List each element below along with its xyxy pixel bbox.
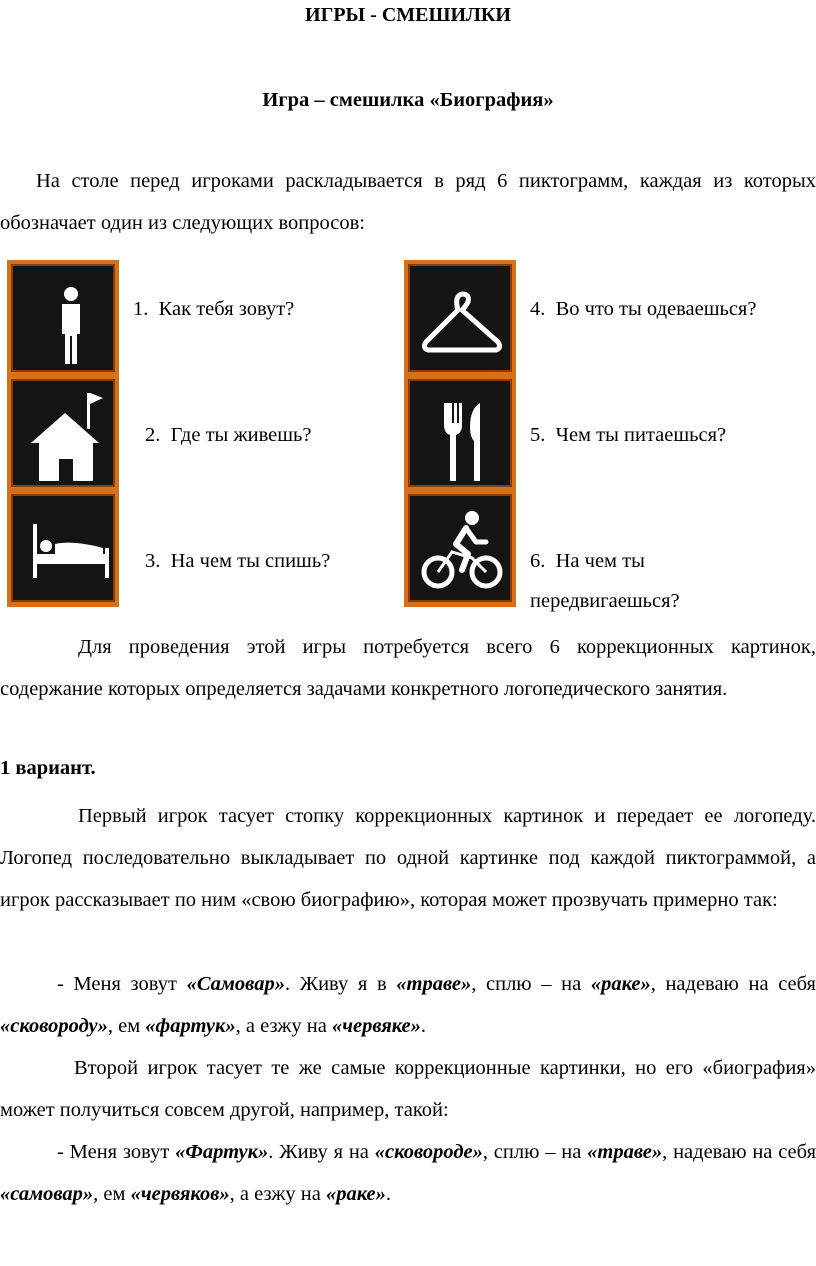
intro-paragraph: На столе перед игроками раскладывается в ряд 6 пиктограмм, каждая из которых обозначает один из следующих вопросов: <box>0 170 816 234</box>
pictogram-tile-6 <box>408 494 512 602</box>
pictogram-column-right <box>404 260 516 607</box>
second-player-paragraph: Второй игрок тасует те же самые коррекционные картинки, но его «биография» может получиться совсем другой, например, такой: <box>0 1057 816 1121</box>
question-5: 5. Чем ты питаешься? <box>530 424 727 446</box>
bed-icon <box>13 496 113 600</box>
example-biography-1: - Меня зовут «Самовар». Живу я в «траве», сплю – на «раке», надеваю на себя «сковороду», ем «фартук», а езжу на «червяке». <box>0 973 816 1037</box>
pictogram-column-left <box>7 260 119 607</box>
pictogram-tile-1 <box>11 264 115 372</box>
question-6: 6. На чем ты <box>530 550 645 572</box>
cards-paragraph: Для проведения этой игры потребуется всего 6 коррекционных картинок, содержание которых определяется задачами конкретного логопедического занятия. <box>0 636 816 700</box>
person-icon <box>13 266 113 370</box>
question-4: 4. Во что ты одеваешься? <box>530 298 757 320</box>
first-player-paragraph: Первый игрок тасует стопку коррекционных картинок и передает ее логопеду. Логопед последовательно выкладывает по одной картинке под каждой пиктограммой, а игрок рассказывает по ним «свою биографию», которая может прозвучать примерно так: <box>0 805 816 911</box>
question-2: 2. Где ты живешь? <box>145 424 312 446</box>
house-icon <box>13 381 113 485</box>
pictogram-tile-3 <box>11 494 115 602</box>
hanger-icon <box>410 266 510 370</box>
question-1: 1. Как тебя зовут? <box>133 298 295 320</box>
question-6-continued: передвигаешься? <box>530 590 680 612</box>
page-title: ИГРЫ - СМЕШИЛКИ <box>305 4 511 26</box>
fork-knife-icon <box>410 381 510 485</box>
cyclist-icon <box>410 496 510 600</box>
game-subtitle: Игра – смешилка «Биография» <box>262 89 554 111</box>
question-3: 3. На чем ты спишь? <box>145 550 331 572</box>
example-biography-2: - Меня зовут «Фартук». Живу я на «сковороде», сплю – на «траве», надеваю на себя «самовар», ем «червяков», а езжу на «раке». <box>0 1141 816 1205</box>
pictogram-tile-4 <box>408 264 512 372</box>
pictogram-tile-5 <box>408 379 512 487</box>
variant-heading: 1 вариант. <box>0 757 96 779</box>
pictogram-tile-2 <box>11 379 115 487</box>
